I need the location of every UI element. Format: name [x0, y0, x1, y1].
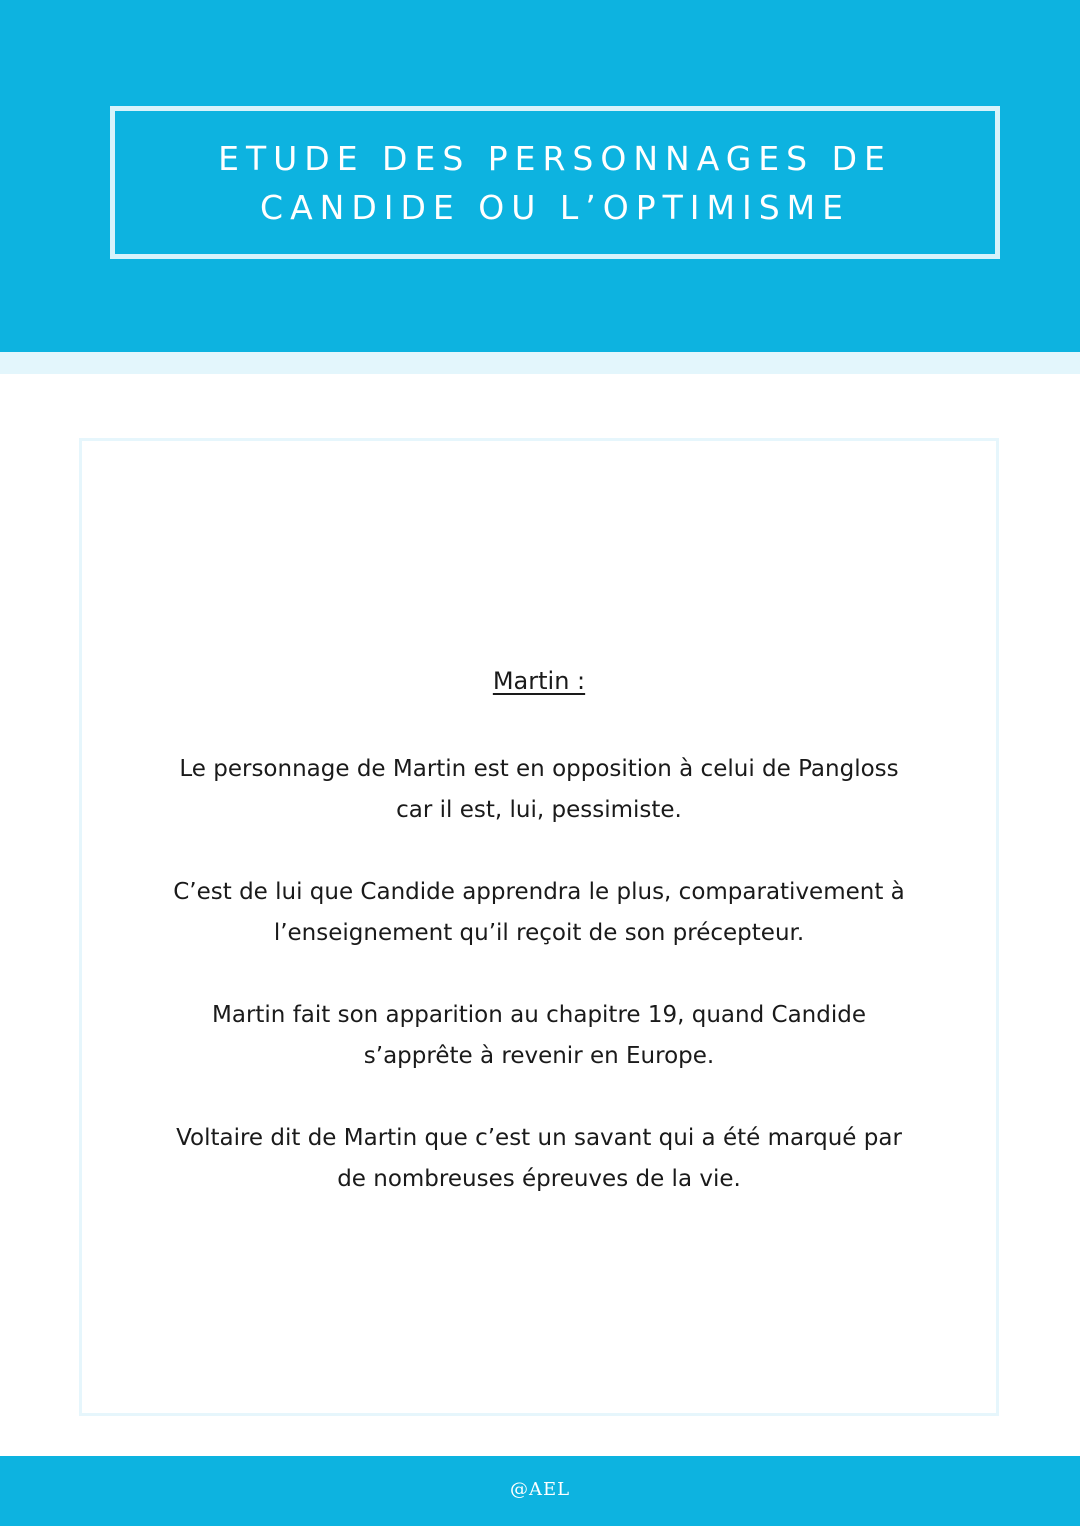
section-heading [82, 667, 996, 695]
title-box [110, 106, 1000, 259]
paragraph-voltaire [142, 1118, 936, 1200]
section-heading-text: Martin : [492, 667, 586, 695]
content-card [79, 438, 999, 1416]
footer-credit: @AEL [509, 1479, 571, 1500]
footer-band [0, 1456, 1080, 1526]
paragraph-line: Voltaire dit de Martin que c’est un savant qui a été marqué par [176, 1125, 902, 1151]
paragraph-line: l’enseignement qu’il reçoit de son précepteur. [273, 920, 805, 946]
paragraph-line: Martin fait son apparition au chapitre 19, quand Candide [212, 1002, 866, 1028]
paragraph-learning [142, 872, 936, 954]
paragraph-line: s’apprête à revenir en Europe. [363, 1043, 715, 1069]
paragraphs [142, 749, 936, 1241]
paragraph-line: de nombreuses épreuves de la vie. [337, 1166, 741, 1192]
paragraph-line: car il est, lui, pessimiste. [396, 797, 682, 823]
page-title-line-1: ETUDE DES PERSONNAGES DE [218, 138, 892, 178]
header-stripe [0, 352, 1080, 374]
page-title-line-2: CANDIDE OU L’OPTIMISME [260, 187, 850, 227]
paragraph-apparition [142, 995, 936, 1077]
paragraph-opposition [142, 749, 936, 831]
paragraph-line: C’est de lui que Candide apprendra le plus, comparativement à [173, 879, 905, 905]
paragraph-line: Le personnage de Martin est en opposition à celui de Pangloss [179, 756, 899, 782]
